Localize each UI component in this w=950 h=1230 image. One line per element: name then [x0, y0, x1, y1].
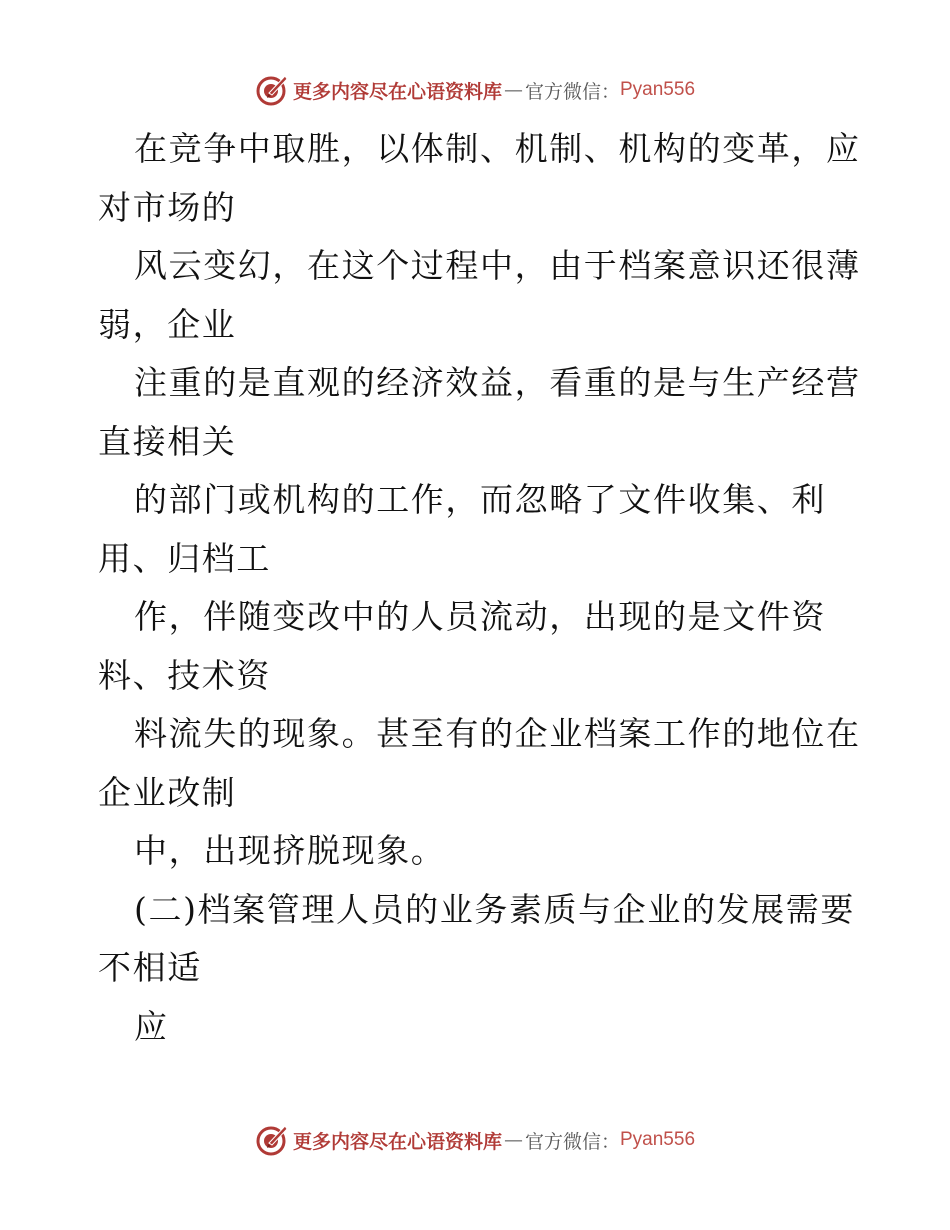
section-heading-line: (二)档案管理人员的业务素质与企业的发展需要: [134, 889, 855, 929]
header-wechat-id: Pyan556: [620, 79, 696, 100]
paragraph-line: 注重的是直观的经济效益，看重的是与生产经营: [134, 363, 861, 402]
paragraph-line: 直接相关: [98, 421, 237, 461]
paragraph-line: 的部门或机构的工作，而忽略了文件收集、利: [134, 480, 826, 519]
footer-dash: —: [503, 1129, 523, 1151]
quill-pen-logo-icon: [255, 1123, 289, 1157]
section-heading-line: 不相适: [98, 948, 202, 987]
footer-wechat-id: Pyan556: [620, 1129, 696, 1150]
quill-pen-logo-icon: [255, 73, 289, 107]
paragraph-line: 作，伴随变改中的人员流动，出现的是文件资: [134, 597, 826, 636]
header-promo-text: 更多内容尽在心语资料库: [292, 80, 502, 103]
paragraph-line: 用、归档工: [98, 538, 271, 578]
footer-wechat-label: 官方微信：: [524, 1130, 620, 1153]
paragraph-line: 对市场的: [98, 187, 237, 227]
footer-banner: [0, 1118, 950, 1162]
header-banner: [0, 68, 950, 112]
paragraph-line: 弱，企业: [98, 304, 237, 344]
footer-promo-text: 更多内容尽在心语资料库: [292, 1130, 502, 1153]
paragraph-line: 在竞争中取胜，以体制、机制、机构的变革，应: [134, 129, 861, 168]
document-body: [98, 120, 861, 1056]
paragraph-line: 料流失的现象。甚至有的企业档案工作的地位在: [134, 714, 861, 753]
paragraph-line: 料、技术资: [98, 655, 271, 695]
section-heading-line: 应: [134, 1006, 169, 1046]
paragraph-line: 企业改制: [98, 772, 237, 812]
header-wechat-label: 官方微信：: [524, 80, 620, 103]
paragraph-line: 风云变幻，在这个过程中，由于档案意识还很薄: [134, 246, 861, 285]
paragraph-line: 中，出现挤脱现象。: [134, 831, 446, 870]
header-dash: —: [503, 79, 523, 101]
